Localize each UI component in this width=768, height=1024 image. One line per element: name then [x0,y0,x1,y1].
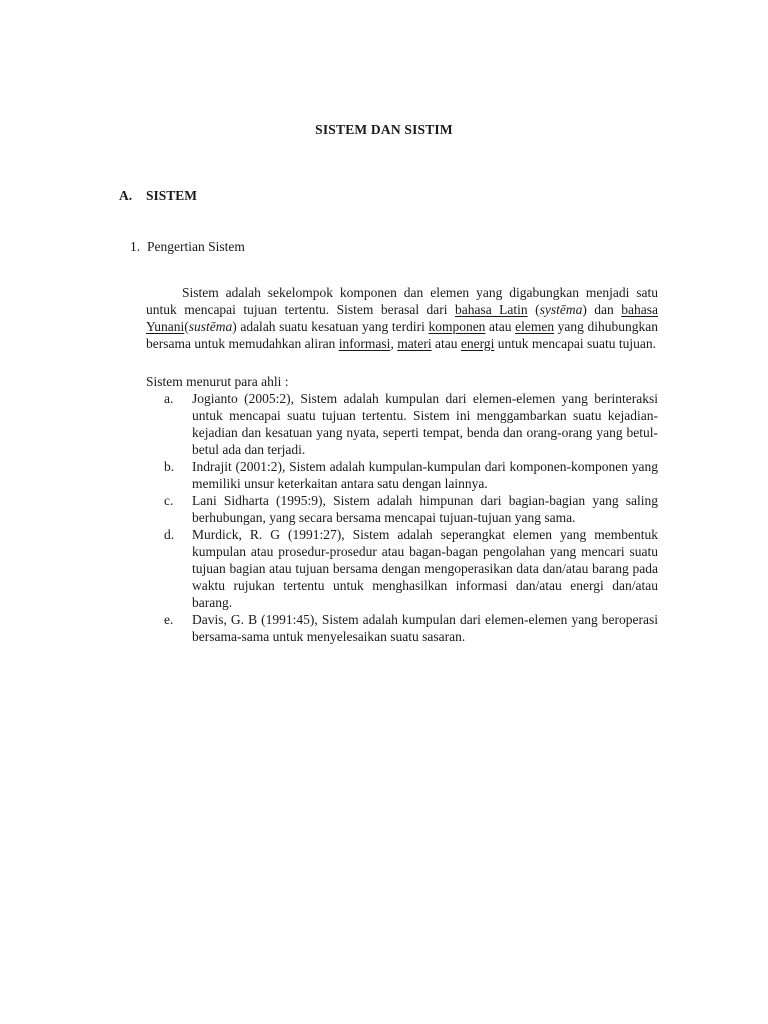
list-item [146,492,658,526]
link-energi[interactable]: energi [460,335,495,351]
paragraph-text: atau [485,318,516,334]
link-bahasa-yunani[interactable]: bahasa Yunani [146,301,658,334]
list-marker: d. [164,527,175,542]
paragraph-text: ) dan [582,301,622,317]
link-elemen[interactable]: elemen [515,318,555,334]
list-item-text: Lani Sidharta (1995:9), Sistem adalah himpunan dari bagian-bagian yang saling berhubungan, yang secara bersama mencapai tujuan-tujuan yang sama. [192,493,658,525]
list-item [146,526,658,611]
list-item-text: Jogianto (2005:2), Sistem adalah kumpulan dari elemen-elemen yang berinteraksi untuk mencapai suatu tujuan tertentu. Sistem ini menggambarkan suatu kejadian-kejadian dan kesatuan yang nyata, seperti tempat, benda dan orang-orang yang betul-betul ada dan terjadi. [192,391,658,457]
list-marker: b. [164,459,175,474]
list-item [146,458,658,492]
latin-word: systēma [539,301,583,317]
paragraph-text: ( [527,301,540,317]
section-heading [119,188,197,204]
link-informasi[interactable]: informasi [338,335,391,351]
link-komponen[interactable]: komponen [428,318,486,334]
list-item-text: Davis, G. B (1991:45), Sistem adalah kumpulan dari elemen-elemen yang beroperasi bersama-sama untuk menyelesaikan suatu sasaran. [192,612,658,644]
subsection-number: 1. [130,239,141,254]
list-intro: Sistem menurut para ahli : [146,374,289,389]
paragraph-text: , [390,335,398,351]
expert-definitions-list [146,390,658,645]
list-item [146,611,658,645]
list-item [146,390,658,458]
link-materi[interactable]: materi [397,335,432,351]
list-item-text: Indrajit (2001:2), Sistem adalah kumpulan-kumpulan dari komponen-komponen yang memiliki unsur keterkaitan antara satu dengan lainnya. [192,459,658,491]
link-bahasa-latin[interactable]: bahasa Latin [454,301,528,317]
section-title: SISTEM [146,188,198,203]
list-item-text: Murdick, R. G (1991:27), Sistem adalah seperangkat elemen yang membentuk kumpulan atau prosedur-prosedur atau bagan-bagan pengolahan yang mencari suatu tujuan bagian atau tujuan bersama dengan mengoperasikan data dan/atau barang pada waktu rujukan tertentu untuk menghasilkan informasi dan/atau energi dan/atau barang. [192,527,658,610]
list-marker: e. [164,612,174,627]
subsection-title: Pengertian Sistem [147,239,245,254]
list-marker: c. [164,493,174,508]
paragraph-text: Sistem adalah sekelompok komponen dan elemen yang digabungkan menjadi satu untuk mencapai tujuan tertentu. Sistem berasal dari [146,284,658,317]
paragraph-text: yang dihubungkan bersama untuk memudahkan aliran [146,318,658,351]
list-marker: a. [164,391,174,406]
greek-word: sustēma [188,318,233,334]
section-letter: A. [119,188,133,203]
paragraph-text: untuk mencapai suatu tujuan. [494,335,657,351]
paragraph-text: ) adalah suatu kesatuan yang terdiri [232,318,429,334]
paragraph-text: atau [431,335,461,351]
paragraph-text: ( [184,318,189,334]
subsection-heading [130,239,245,255]
definition-paragraph [146,284,658,352]
document-title: SISTEM DAN SISTIM [315,122,453,137]
